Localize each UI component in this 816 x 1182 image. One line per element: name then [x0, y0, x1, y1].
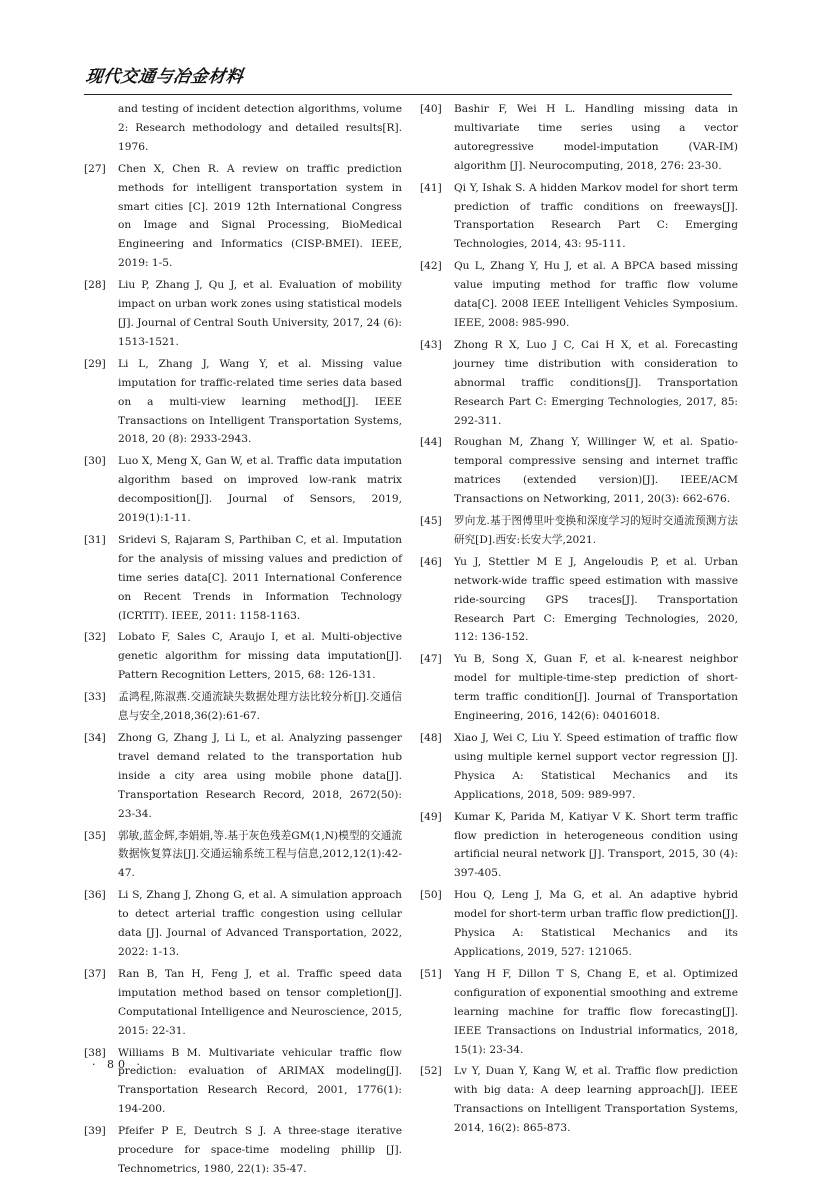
page-number: · 80 ·	[92, 1058, 144, 1071]
reference-item	[84, 886, 402, 962]
reference-item	[84, 1044, 402, 1120]
reference-text: Sridevi S, Rajaram S, Parthiban C, et al. Imputation for the analysis of missing values and prediction of time series data[C]. 2011 International Conference on Recent Trends in Information Technology (ICRTIT). IEEE, 2011: 1158-1163.	[118, 533, 402, 622]
reference-number: [29]	[84, 357, 106, 370]
reference-item	[84, 729, 402, 824]
reference-text: 孟鸿程,陈淑燕.交通流缺失数据处理方法比较分析[J].交通信息与安全,2018,36(2):61-67.	[118, 691, 402, 723]
header-rule	[84, 94, 732, 95]
reference-continuation	[84, 100, 402, 157]
reference-text: Chen X, Chen R. A review on traffic prediction methods for intelligent transportation system in smart cities [C]. 2019 12th International Congress on Image and Signal Processing, BioMedical Engineering and Informatics (CISP-BMEI). IEEE, 2019: 1-5.	[118, 162, 402, 270]
reference-number: [48]	[420, 732, 442, 744]
reference-item	[84, 160, 402, 273]
right-column	[420, 100, 738, 1141]
reference-item	[420, 650, 738, 726]
reference-number: [47]	[420, 653, 442, 666]
reference-item	[420, 808, 738, 884]
reference-item	[420, 1062, 738, 1138]
reference-item	[420, 336, 738, 431]
reference-text: Zhong R X, Luo J C, Cai H X, et al. Forecasting journey time distribution with consideration to abnormal traffic conditions[J]. Transportation Research Part C: Emerging Technologies, 2017, 85: 292-311.	[454, 338, 738, 427]
reference-number: [30]	[84, 455, 106, 468]
reference-number: [41]	[420, 181, 442, 194]
reference-item	[84, 688, 402, 726]
reference-item	[420, 100, 738, 176]
reference-item	[420, 179, 738, 255]
reference-text: Qu L, Zhang Y, Hu J, et al. A BPCA based missing value imputing method for traffic flow volume data[C]. 2008 IEEE Intelligent Vehicles Symposium. IEEE, 2008: 985-990.	[454, 260, 738, 329]
reference-item	[420, 886, 738, 962]
reference-number: [32]	[84, 631, 106, 644]
reference-text: Pfeifer P E, Deutrch S J. A three-stage iterative procedure for space-time modeling phillip [J]. Technometrics, 1980, 22(1): 35-47.	[118, 1125, 402, 1175]
reference-number: [37]	[84, 967, 106, 980]
reference-text: Yu B, Song X, Guan F, et al. k-nearest neighbor model for multiple-time-step prediction of short-term traffic condition[J]. Journal of Transportation Engineering, 2016, 142(6): 04016018.	[454, 653, 738, 723]
reference-text: 郭敏,蓝金辉,李娟娟,等.基于灰色残差GM(1,N)模型的交通流数据恢复算法[J].交通运输系统工程与信息,2012,12(1):42-47.	[118, 829, 402, 880]
reference-text: Yu J, Stettler M E J, Angeloudis P, et al. Urban network-wide traffic speed estimation with massive ride-sourcing GPS traces[J]. Transportation Research Part C: Emerging Technologies, 2020, 112: 136-152.	[454, 555, 738, 644]
reference-text: Ran B, Tan H, Feng J, et al. Traffic speed data imputation method based on tensor completion[J]. Computational Intelligence and Neuroscience, 2015, 2015: 22-31.	[118, 967, 402, 1037]
reference-number: [44]	[420, 436, 442, 449]
reference-number: [38]	[84, 1046, 106, 1059]
reference-item	[84, 452, 402, 528]
reference-number: [42]	[420, 260, 442, 273]
left-column	[84, 100, 402, 1182]
reference-number: [28]	[84, 279, 106, 292]
reference-number: [34]	[84, 732, 106, 744]
reference-number: [52]	[420, 1065, 442, 1078]
reference-text: 罗向龙.基于图傅里叶变换和深度学习的短时交通流预测方法研究[D].西安:长安大学,2021.	[454, 515, 738, 546]
reference-item	[420, 257, 738, 333]
reference-number: [50]	[420, 889, 442, 902]
reference-number: [51]	[420, 967, 442, 980]
reference-number: [39]	[84, 1125, 106, 1138]
reference-item	[420, 553, 738, 648]
reference-text: Qi Y, Ishak S. A hidden Markov model for short term prediction of traffic conditions on freeways[J]. Transportation Research Part C: Emerging Technologies, 2014, 43: 95-111.	[454, 181, 738, 251]
reference-item	[420, 965, 738, 1060]
reference-item	[420, 433, 738, 509]
reference-number: [46]	[420, 555, 442, 568]
reference-number: [43]	[420, 338, 442, 351]
reference-text: Bashir F, Wei H L. Handling missing data in multivariate time series using a vector autoregressive model-imputation (VAR-IM) algorithm [J]. Neurocomputing, 2018, 276: 23-30.	[454, 103, 738, 172]
reference-text: Li L, Zhang J, Wang Y, et al. Missing value imputation for traffic-related time series data based on a multi-view learning method[J]. IEEE Transactions on Intelligent Transportation Systems, 2018, 20 (8): 2933-2943.	[118, 357, 402, 446]
reference-text: Yang H F, Dillon T S, Chang E, et al. Optimized configuration of exponential smoothing and extreme learning machine for traffic flow forecasting[J]. IEEE Transactions on Industrial informatics, 2018, 15(1): 23-34.	[454, 967, 738, 1056]
page-header	[84, 58, 732, 94]
reference-text: Williams B M. Multivariate vehicular traffic flow prediction: evaluation of ARIMAX modeling[J]. Transportation Research Record, 2001, 1776(1): 194-200.	[118, 1046, 402, 1116]
reference-text: Roughan M, Zhang Y, Willinger W, et al. Spatio-temporal compressive sensing and internet traffic matrices (extended version)[J]. IEEE/ACM Transactions on Networking, 2011, 20(3): 662-676.	[454, 436, 738, 506]
reference-item	[84, 531, 402, 626]
reference-text: Lv Y, Duan Y, Kang W, et al. Traffic flow prediction with big data: A deep learning approach[J]. IEEE Transactions on Intelligent Transportation Systems, 2014, 16(2): 865-873.	[454, 1065, 738, 1135]
reference-text: and testing of incident detection algorithms, volume 2: Research methodology and detailed results[R]. 1976.	[118, 103, 402, 153]
reference-number: [33]	[84, 691, 106, 704]
reference-item	[84, 827, 402, 884]
reference-number: [45]	[420, 515, 442, 528]
reference-number: [36]	[84, 889, 106, 902]
reference-number: [40]	[420, 103, 442, 115]
reference-text: Luo X, Meng X, Gan W, et al. Traffic data imputation algorithm based on improved low-rank matrix decomposition[J]. Journal of Sensors, 2019, 2019(1):1-11.	[118, 455, 402, 525]
reference-text: Xiao J, Wei C, Liu Y. Speed estimation of traffic flow using multiple kernel support vector regression [J]. Physica A: Statistical Mechanics and its Applications, 2018, 509: 989-997.	[454, 732, 738, 801]
reference-text: Li S, Zhang J, Zhong G, et al. A simulation approach to detect arterial traffic congestion using cellular data [J]. Journal of Advanced Transportation, 2022, 2022: 1-13.	[118, 889, 402, 958]
reference-text: Lobato F, Sales C, Araujo I, et al. Multi-objective genetic algorithm for missing data imputation[J]. Pattern Recognition Letters, 2015, 68: 126-131.	[118, 631, 402, 682]
reference-item	[84, 628, 402, 685]
journal-logo: 现代交通与冶金材料	[84, 67, 245, 87]
reference-text: Liu P, Zhang J, Qu J, et al. Evaluation of mobility impact on urban work zones using statistical models [J]. Journal of Central South University, 2017, 24 (6): 1513-1521.	[118, 279, 402, 348]
reference-text: Kumar K, Parida M, Katiyar V K. Short term traffic flow prediction in heterogeneous condition using artificial neural network [J]. Transport, 2015, 30 (4): 397-405.	[454, 810, 738, 880]
reference-item	[84, 355, 402, 450]
reference-number: [35]	[84, 829, 106, 842]
reference-number: [31]	[84, 533, 106, 546]
reference-number: [49]	[420, 810, 442, 823]
reference-item	[84, 276, 402, 352]
reference-item	[84, 965, 402, 1041]
reference-text: Zhong G, Zhang J, Li L, et al. Analyzing passenger travel demand related to the transportation hub inside a city area using mobile phone data[J]. Transportation Research Record, 2018, 2672(50): 23-34.	[118, 732, 402, 820]
reference-item	[420, 512, 738, 550]
reference-item	[84, 1122, 402, 1179]
reference-item	[420, 729, 738, 805]
reference-text: Hou Q, Leng J, Ma G, et al. An adaptive hybrid model for short-term urban traffic flow prediction[J]. Physica A: Statistical Mechanics and its Applications, 2019, 527: 121065.	[454, 889, 738, 958]
reference-number: [27]	[84, 162, 106, 175]
